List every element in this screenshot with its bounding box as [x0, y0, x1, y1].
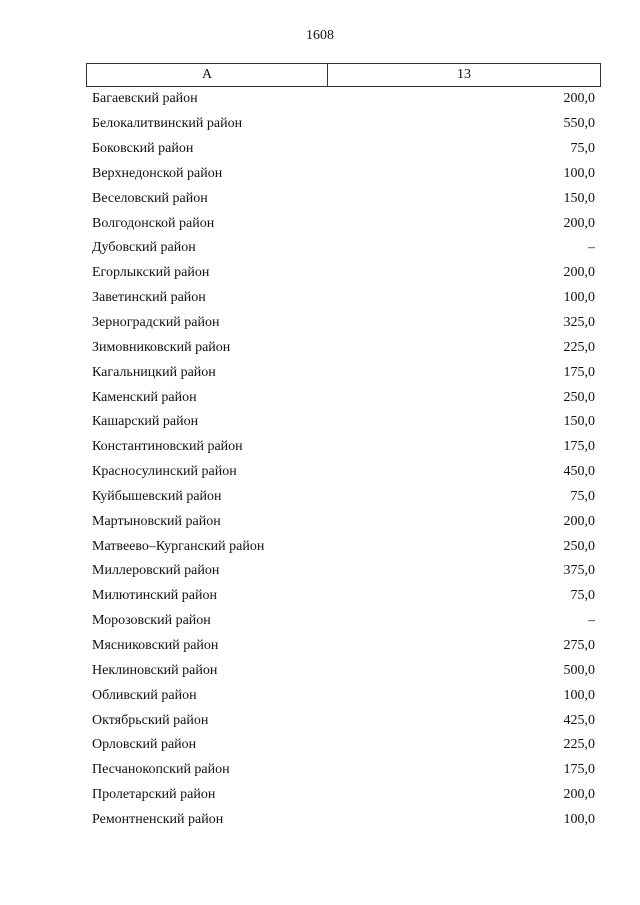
district-value: 150,0 [563, 414, 595, 430]
table-row [86, 261, 601, 286]
district-name: Багаевский район [92, 91, 198, 107]
district-name: Верхнедонской район [92, 165, 223, 181]
district-name: Зимовниковский район [92, 339, 231, 355]
district-value: 450,0 [563, 464, 595, 480]
district-value: 250,0 [563, 538, 595, 554]
district-name: Егорлыкский район [92, 265, 210, 281]
district-value: 100,0 [563, 165, 595, 181]
district-value: 75,0 [570, 141, 595, 157]
district-name: Каменский район [92, 389, 197, 405]
district-name: Октябрьский район [92, 712, 209, 728]
table-row [86, 634, 601, 659]
table-row [86, 311, 601, 336]
district-value: 200,0 [563, 91, 595, 107]
district-value: 325,0 [563, 315, 595, 331]
table-row [86, 137, 601, 162]
district-name: Кашарский район [92, 414, 199, 430]
district-value: – [588, 613, 595, 629]
district-name: Мясниковский район [92, 637, 219, 653]
table-row [86, 559, 601, 584]
table-row [86, 609, 601, 634]
district-value: 200,0 [563, 513, 595, 529]
district-name: Веселовский район [92, 190, 208, 206]
district-name: Дубовский район [92, 240, 196, 256]
district-name: Константиновский район [92, 439, 243, 455]
district-name: Милютинский район [92, 588, 218, 604]
district-value: 175,0 [563, 364, 595, 380]
district-table [86, 63, 601, 832]
table-row [86, 435, 601, 460]
district-name: Пролетарский район [92, 787, 216, 803]
page-number: 1608 [306, 28, 334, 43]
table-row [86, 112, 601, 137]
table-row [86, 733, 601, 758]
district-value: 200,0 [563, 265, 595, 281]
table-row [86, 708, 601, 733]
district-name: Белокалитвинский район [92, 116, 243, 132]
table-row [86, 236, 601, 261]
district-value: 225,0 [563, 339, 595, 355]
district-name: Куйбышевский район [92, 488, 222, 504]
table-row [86, 87, 601, 112]
district-value: 150,0 [563, 190, 595, 206]
district-value: 500,0 [563, 662, 595, 678]
district-value: 275,0 [563, 637, 595, 653]
table-row [86, 460, 601, 485]
table-row [86, 807, 601, 832]
district-value: 75,0 [570, 588, 595, 604]
district-value: 225,0 [563, 737, 595, 753]
district-value: 100,0 [563, 687, 595, 703]
table-row [86, 410, 601, 435]
district-name: Матвеево–Курганский район [92, 538, 265, 554]
table-row [86, 335, 601, 360]
district-value: 175,0 [563, 762, 595, 778]
district-value: – [588, 240, 595, 256]
table-row [86, 485, 601, 510]
table-row [86, 211, 601, 236]
table-header-row [86, 63, 601, 87]
district-name: Заветинский район [92, 290, 206, 306]
district-name: Ремонтненский район [92, 811, 224, 827]
table-row [86, 534, 601, 559]
table-row [86, 783, 601, 808]
district-name: Кагальницкий район [92, 364, 216, 380]
table-row [86, 360, 601, 385]
table-row [86, 162, 601, 187]
district-value: 100,0 [563, 811, 595, 827]
column-header-a: А [87, 64, 328, 86]
district-name: Орловский район [92, 737, 197, 753]
table-row [86, 584, 601, 609]
table-row [86, 758, 601, 783]
table-row [86, 509, 601, 534]
district-name: Мартыновский район [92, 513, 221, 529]
district-name: Волгодонской район [92, 215, 215, 231]
district-name: Миллеровский район [92, 563, 220, 579]
district-name: Песчанокопский район [92, 762, 230, 778]
district-value: 100,0 [563, 290, 595, 306]
table-row [86, 385, 601, 410]
district-name: Морозовский район [92, 613, 211, 629]
district-name: Боковский район [92, 141, 194, 157]
table-row [86, 186, 601, 211]
district-value: 375,0 [563, 563, 595, 579]
table-row [86, 683, 601, 708]
district-name: Обливский район [92, 687, 197, 703]
district-value: 250,0 [563, 389, 595, 405]
district-name: Красносулинский район [92, 464, 237, 480]
district-value: 200,0 [563, 787, 595, 803]
district-value: 200,0 [563, 215, 595, 231]
district-value: 75,0 [570, 488, 595, 504]
district-value: 550,0 [563, 116, 595, 132]
district-name: Неклиновский район [92, 662, 218, 678]
column-header-13: 13 [457, 67, 471, 82]
district-value: 175,0 [563, 439, 595, 455]
table-body [86, 87, 601, 832]
district-value: 425,0 [563, 712, 595, 728]
table-row [86, 658, 601, 683]
table-row [86, 286, 601, 311]
district-name: Зерноградский район [92, 315, 220, 331]
